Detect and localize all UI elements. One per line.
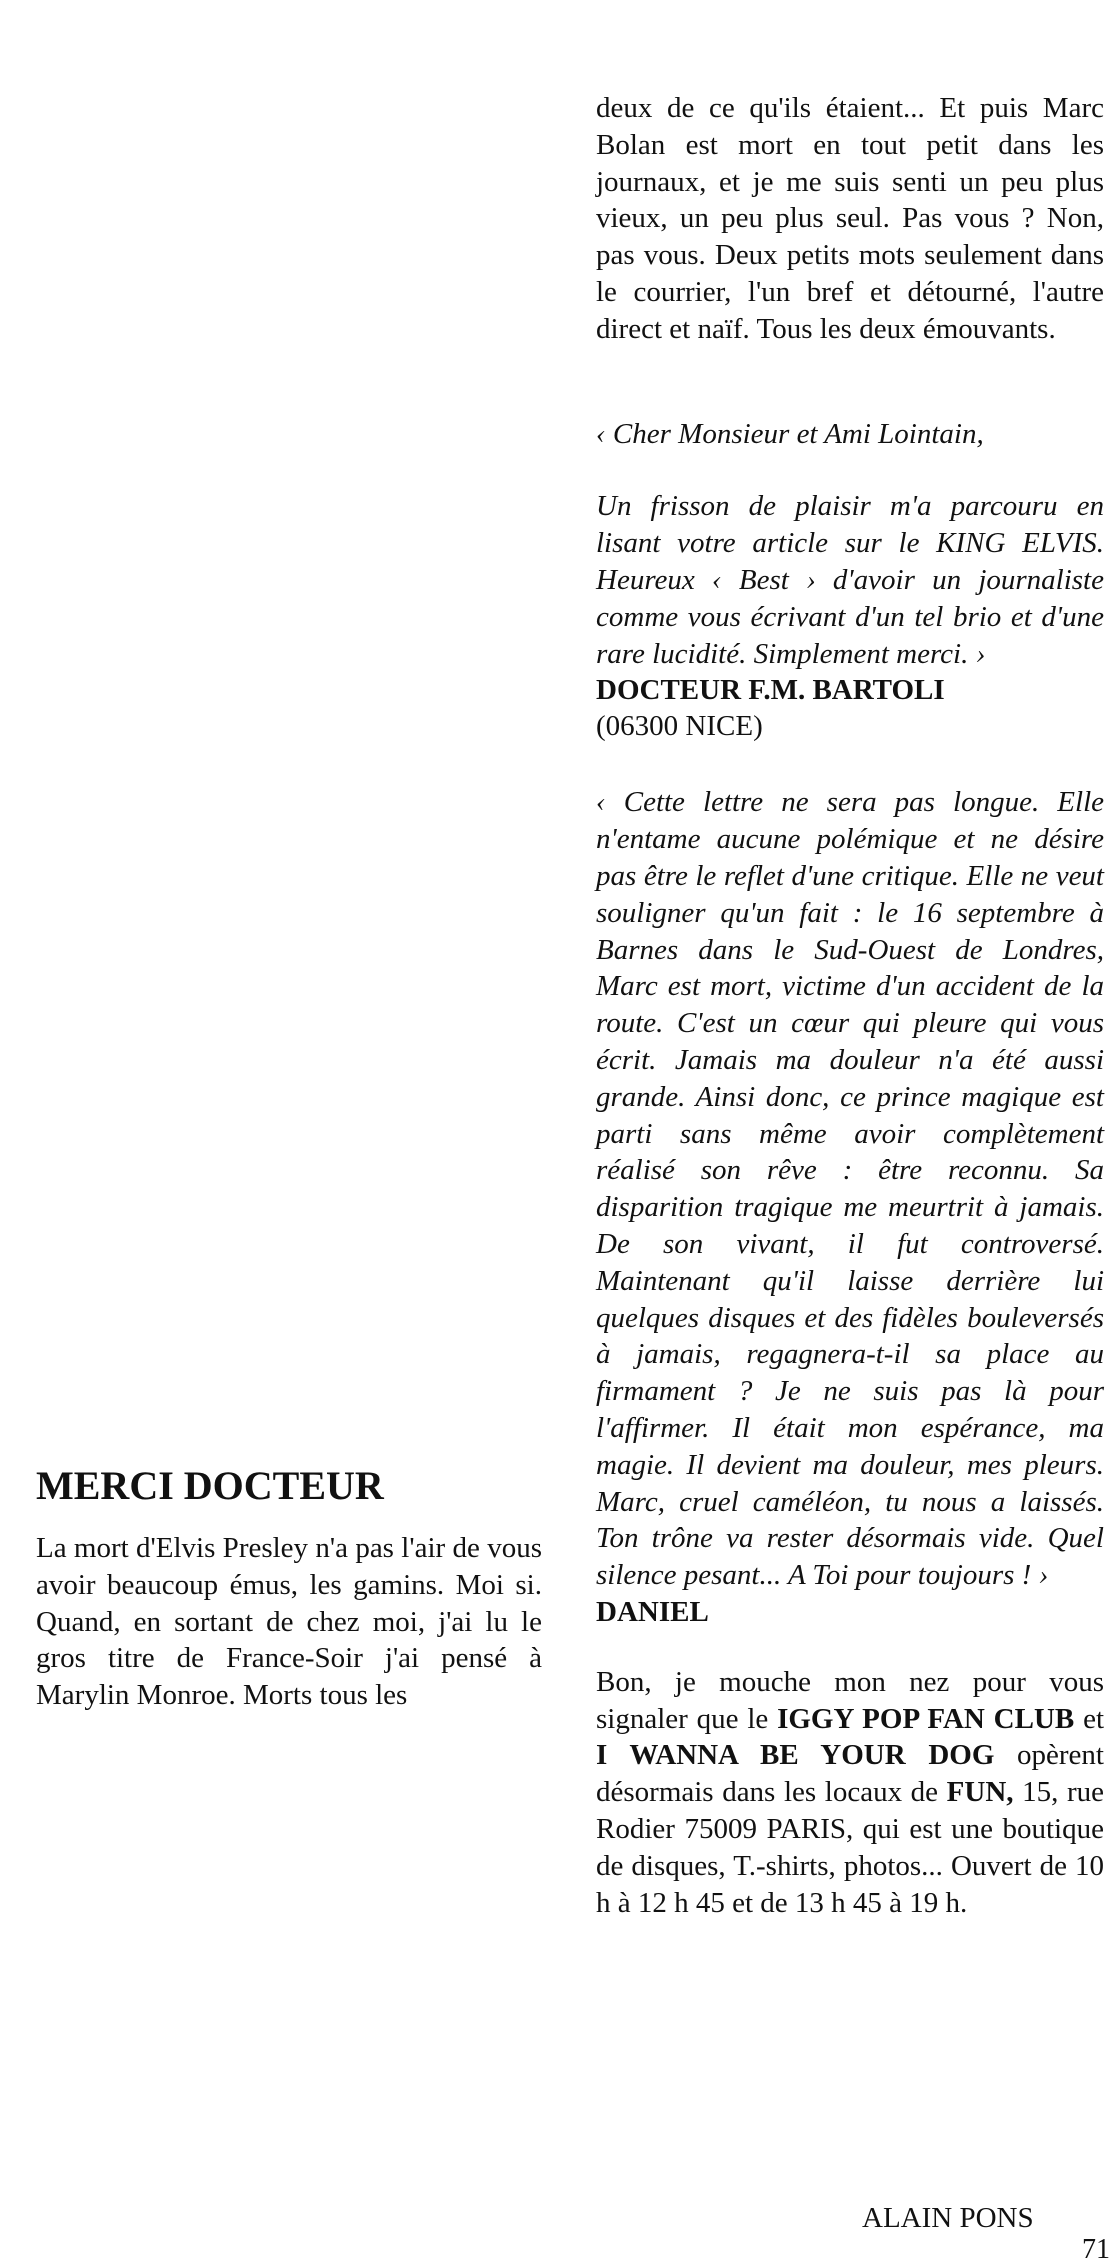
fan-club-name: I WANNA BE YOUR DOG: [596, 1739, 995, 1772]
author-name: ALAIN PONS: [862, 2202, 1034, 2234]
closing-text: Bon, je mouche mon nez pour vous signaler que le: [596, 1665, 1104, 1735]
left-paragraph: La mort d'Elvis Presley n'a pas l'air de vous avoir beaucoup émus, les gamins. Moi si. Quand, en sortant de chez moi, j'ai lu le gros titre de France-Soir j'ai pensé à Marylin Monroe. Morts tous les: [36, 1532, 542, 1712]
intro-paragraph: deux de ce qu'ils étaient... Et puis Marc Bolan est mort en tout petit dans les journaux, et je me suis senti un peu plus vieux, un peu plus seul. Pas vous ? Non, pas vous. Deux petits mots seulement dans le courrier, l'un bref et détourné, l'autre direct et naïf. Tous les deux émouvants.: [596, 92, 1104, 345]
left-column: [36, 1462, 542, 1714]
page-number: 71: [1082, 2234, 1110, 2265]
closing-text: et: [1074, 1702, 1105, 1735]
letter2-signature: DANIEL: [596, 1595, 709, 1628]
letter1-location: (06300 NICE): [596, 710, 763, 743]
letter2-body: ‹ Cette lettre ne sera pas longue. Elle n'entame aucune polémique et ne désire pas être le reflet d'une critique. Elle ne veut souligner qu'un fait : le 16 septembre à Barnes dans le Sud-Ouest de Londres, Marc est mort, victime d'un accident de la route. C'est un cœur qui pleure qui vous écrit. Jamais ma douleur n'a été aussi grande. Ainsi donc, ce prince magique est parti sans même avoir complètement réalisé son rêve : être reconnu. Sa disparition tragique me meurtrit à jamais. De son vivant, il fut controversé. Maintenant qu'il laisse derrière lui quelques disques et des fidèles bouleversés à jamais, regagnera-t-il sa place au firmament ? Je ne suis pas là pour l'affirmer. Il était mon espérance, ma magie. Il devient ma douleur, mes pleurs. Marc, cruel caméléon, tu nous a laissés. Ton trône va rester désormais vide. Quel silence pesant... A Toi pour toujours ! ›: [596, 786, 1104, 1592]
closing-text: opèrent désormais dans les locaux de: [596, 1739, 1104, 1809]
letter1-body: Un frisson de plaisir m'a parcouru en lisant votre article sur le KING ELVIS. Heureux ‹ Best › d'avoir un journaliste comme vous écrivant d'un tel brio et d'une rare lucidité. Simplement merci. ›: [596, 490, 1104, 670]
closing-text: 15, rue Rodier 75009 PARIS, qui est une boutique de disques, T.-shirts, photos... Ouvert de 10 h à 12 h 45 et de 13 h 45 à 19 h.: [596, 1776, 1104, 1919]
letter1-salutation: ‹ Cher Monsieur et Ami Lointain,: [596, 417, 984, 450]
section-heading: MERCI DOCTEUR: [36, 1463, 384, 1508]
shop-name: FUN,: [946, 1776, 1014, 1809]
fan-club-name: IGGY POP FAN CLUB: [777, 1702, 1075, 1735]
letter1-signature: DOCTEUR F.M. BARTOLI: [596, 674, 945, 707]
right-column: [596, 90, 1104, 1921]
closing-paragraph: [596, 1664, 1104, 1922]
